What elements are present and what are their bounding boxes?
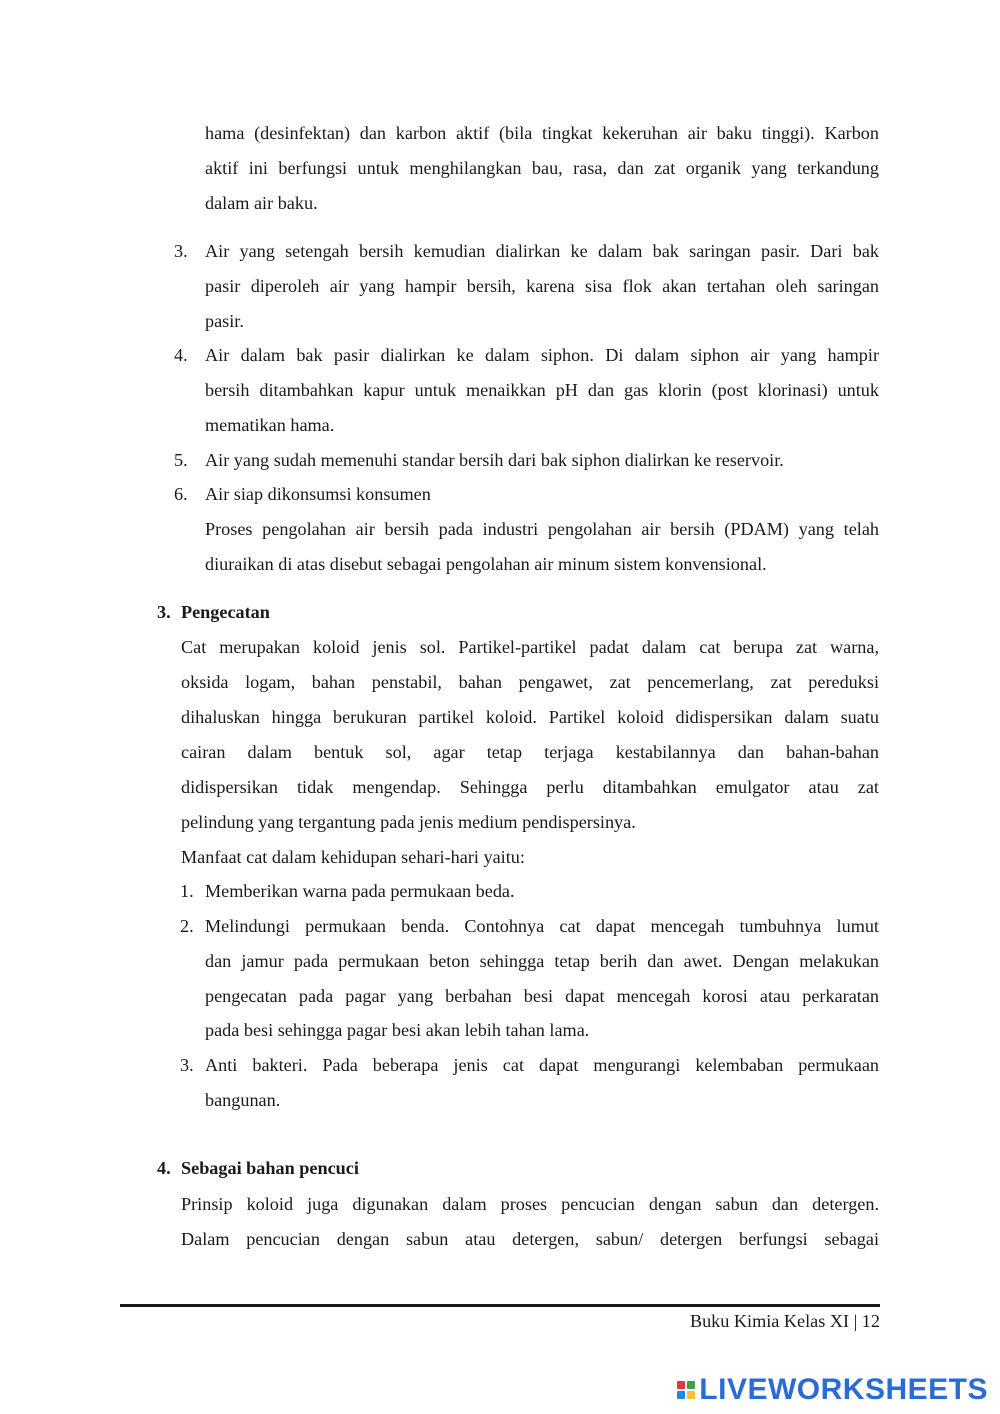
- list-item-line: Anti bakteri. Pada beberapa jenis cat dapat mengurangi kelembaban permukaan: [205, 1055, 879, 1075]
- continuation-line: hama (desinfektan) dan karbon aktif (bila tingkat kekeruhan air baku tinggi). Karbon: [205, 123, 879, 143]
- list-number: 5.: [174, 450, 188, 470]
- liveworksheets-watermark: [677, 1374, 988, 1406]
- list-number: 4.: [174, 345, 188, 365]
- list-item-line: pengecatan pada pagar yang berbahan besi dapat mencegah korosi atau perkaratan: [205, 986, 879, 1006]
- section-number: 3.: [157, 602, 171, 622]
- list-number: 3.: [180, 1055, 194, 1075]
- section-heading: Sebagai bahan pencuci: [181, 1158, 359, 1178]
- list-item-line: Melindungi permukaan benda. Contohnya cat dapat mencegah tumbuhnya lumut: [205, 916, 879, 936]
- logo-square-l: [677, 1381, 685, 1389]
- paragraph-line: Prinsip koloid juga digunakan dalam proses pencucian dengan sabun dan detergen.: [181, 1194, 879, 1214]
- summary-line: Proses pengolahan air bersih pada industri pengolahan air bersih (PDAM) yang telah: [205, 519, 879, 539]
- list-item-line: Air dalam bak pasir dialirkan ke dalam siphon. Di dalam siphon air yang hampir: [205, 345, 879, 365]
- list-intro: Manfaat cat dalam kehidupan sehari-hari yaitu:: [181, 847, 525, 867]
- list-item-line: Memberikan warna pada permukaan beda.: [205, 881, 515, 901]
- footer-divider: [120, 1304, 880, 1307]
- liveworksheets-logo-icon: [677, 1381, 695, 1399]
- paragraph-line: cairan dalam bentuk sol, agar tetap terjaga kestabilannya dan bahan-bahan: [181, 742, 879, 762]
- section-number: 4.: [157, 1158, 171, 1178]
- paragraph-line: didispersikan tidak mengendap. Sehingga perlu ditambahkan emulgator atau zat: [181, 777, 879, 797]
- paragraph-line: dihaluskan hingga berukuran partikel koloid. Partikel koloid didispersikan dalam suatu: [181, 707, 879, 727]
- paragraph-line: pelindung yang tergantung pada jenis medium pendispersinya.: [181, 812, 636, 832]
- list-item-line: mematikan hama.: [205, 415, 335, 435]
- logo-square-e: [687, 1391, 695, 1399]
- page-footer: Buku Kimia Kelas XI | 12: [689, 1311, 880, 1331]
- list-item-line: bangunan.: [205, 1090, 281, 1110]
- list-item-line: pasir diperoleh air yang hampir bersih, karena sisa flok akan tertahan oleh saringan: [205, 276, 879, 296]
- continuation-line: dalam air baku.: [205, 193, 318, 213]
- list-number: 6.: [174, 484, 188, 504]
- section-heading: Pengecatan: [181, 602, 270, 622]
- summary-line: diuraikan di atas disebut sebagai pengolahan air minum sistem konvensional.: [205, 554, 767, 574]
- paragraph-line: Dalam pencucian dengan sabun atau detergen, sabun/ detergen berfungsi sebagai: [181, 1229, 879, 1249]
- liveworksheets-wordmark: LIVEWORKSHEETS: [699, 1373, 988, 1406]
- list-item-line: pada besi sehingga pagar besi akan lebih tahan lama.: [205, 1020, 590, 1040]
- list-number: 1.: [180, 881, 194, 901]
- list-number: 3.: [174, 241, 188, 261]
- logo-square-v: [677, 1391, 685, 1399]
- list-item-line: dan jamur pada permukaan beton sehingga tetap berih dan awet. Dengan melakukan: [205, 951, 879, 971]
- continuation-line: aktif ini berfungsi untuk menghilangkan bau, rasa, dan zat organik yang terkandung: [205, 158, 879, 178]
- list-item-line: bersih ditambahkan kapur untuk menaikkan pH dan gas klorin (post klorinasi) untuk: [205, 380, 879, 400]
- paragraph-line: Cat merupakan koloid jenis sol. Partikel-partikel padat dalam cat berupa zat warna,: [181, 637, 879, 657]
- list-number: 2.: [180, 916, 194, 936]
- list-item-line: Air siap dikonsumsi konsumen: [205, 484, 431, 504]
- logo-square-i: [687, 1381, 695, 1389]
- list-item-line: Air yang sudah memenuhi standar bersih dari bak siphon dialirkan ke reservoir.: [205, 450, 784, 470]
- list-item-line: pasir.: [205, 311, 244, 331]
- list-item-line: Air yang setengah bersih kemudian dialirkan ke dalam bak saringan pasir. Dari bak: [205, 241, 879, 261]
- paragraph-line: oksida logam, bahan penstabil, bahan pengawet, zat pencemerlang, zat pereduksi: [181, 672, 879, 692]
